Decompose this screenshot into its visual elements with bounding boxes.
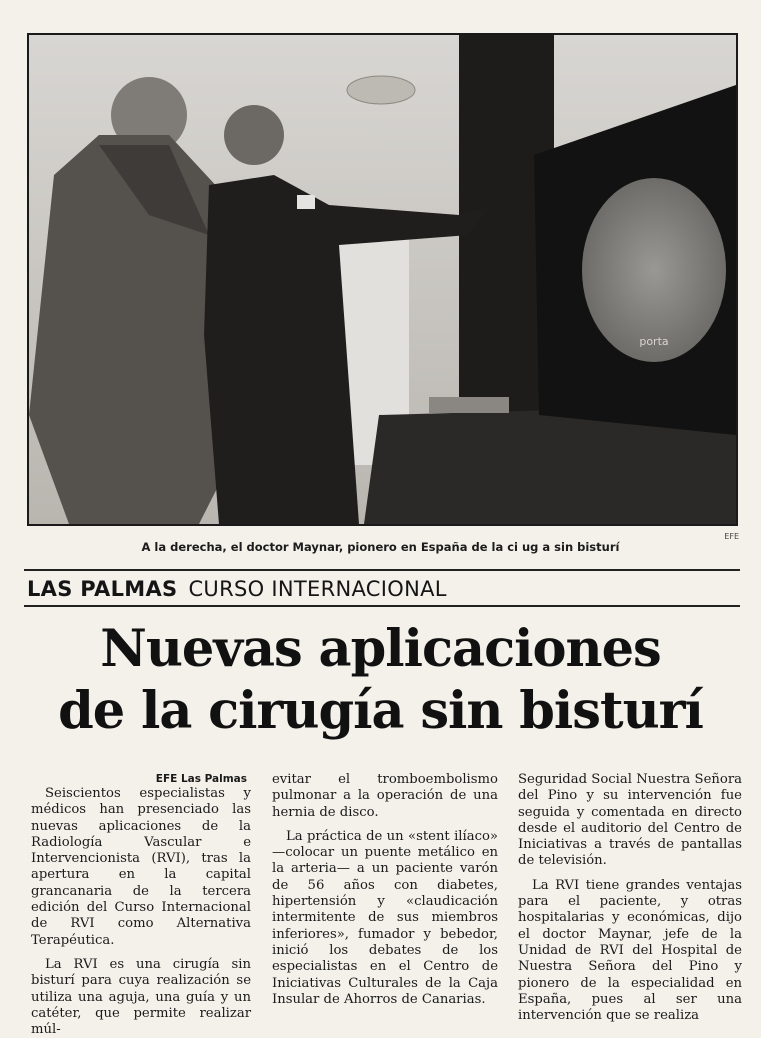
section-top-rule [24,569,740,571]
headline-line-1: Nuevas aplicaciones [100,619,661,679]
section-place: LAS PALMAS [27,577,178,601]
paragraph: Seguridad Social Nuestra Señora del Pino y su intervención fue seguida y comentada en directo desde el auditorio del Centro de Iniciativas a través de pantallas de televisión. [518,772,742,869]
paragraph: evitar el tromboembolismo pulmonar a la operación de una hernia de disco. [272,772,498,820]
photo-caption: A la derecha, el doctor Maynar, pionero en España de la ci ug a sin bisturí [141,540,620,554]
monitor-brand-label: porta [639,335,669,348]
paragraph: La RVI es una cirugía sin bisturí para cuya realización se utiliza una aguja, una guía y un catéter, que permite realizar múl- [31,956,251,1038]
headline [0,618,761,742]
article-column-2 [272,772,498,1024]
section-topic: CURSO INTERNACIONAL [188,577,447,601]
paragraph: La RVI tiene grandes ventajas para el paciente, y otras hospitalarias y económicas, dijo el doctor Maynar, jefe de la Unidad de RVI del Hospital de Nuestra Señora del Pino y pionero de la especialidad en España, pues al ser una intervención que se realiza [518,877,742,1024]
section-bottom-rule [24,605,740,607]
article-column-3 [518,772,742,1024]
paragraph: La práctica de un «stent ilíaco» —colocar un puente metálico en la arteria— a un paciente varón de 56 años con diabetes, hipertensión y «claudicación intermitente de sus miembros inferiores», fumador y bebedor, inició los debates de los especialistas en el Centro de Iniciativas Culturales de la Caja Insular de Ahorros de Canarias. [272,828,498,1007]
paragraph: Seiscientos especialistas y médicos han presenciado las nuevas aplicaciones de la Radiología Vascular e Intervencionista (RVI), tras la apertura en la capital grancanaria de la tercera edición del Curso Internacional de RVI como Alternativa Terapéutica. [31,786,251,948]
dateline: EFE Las Palmas [155,773,247,785]
headline-line-2: de la cirugía sin bisturí [58,681,703,741]
photo-credit: EFE [724,532,739,541]
section-header [27,574,447,602]
photo-two-men-monitor-icon [29,35,736,524]
article-column-1 [31,772,251,1038]
news-photo [27,33,738,526]
